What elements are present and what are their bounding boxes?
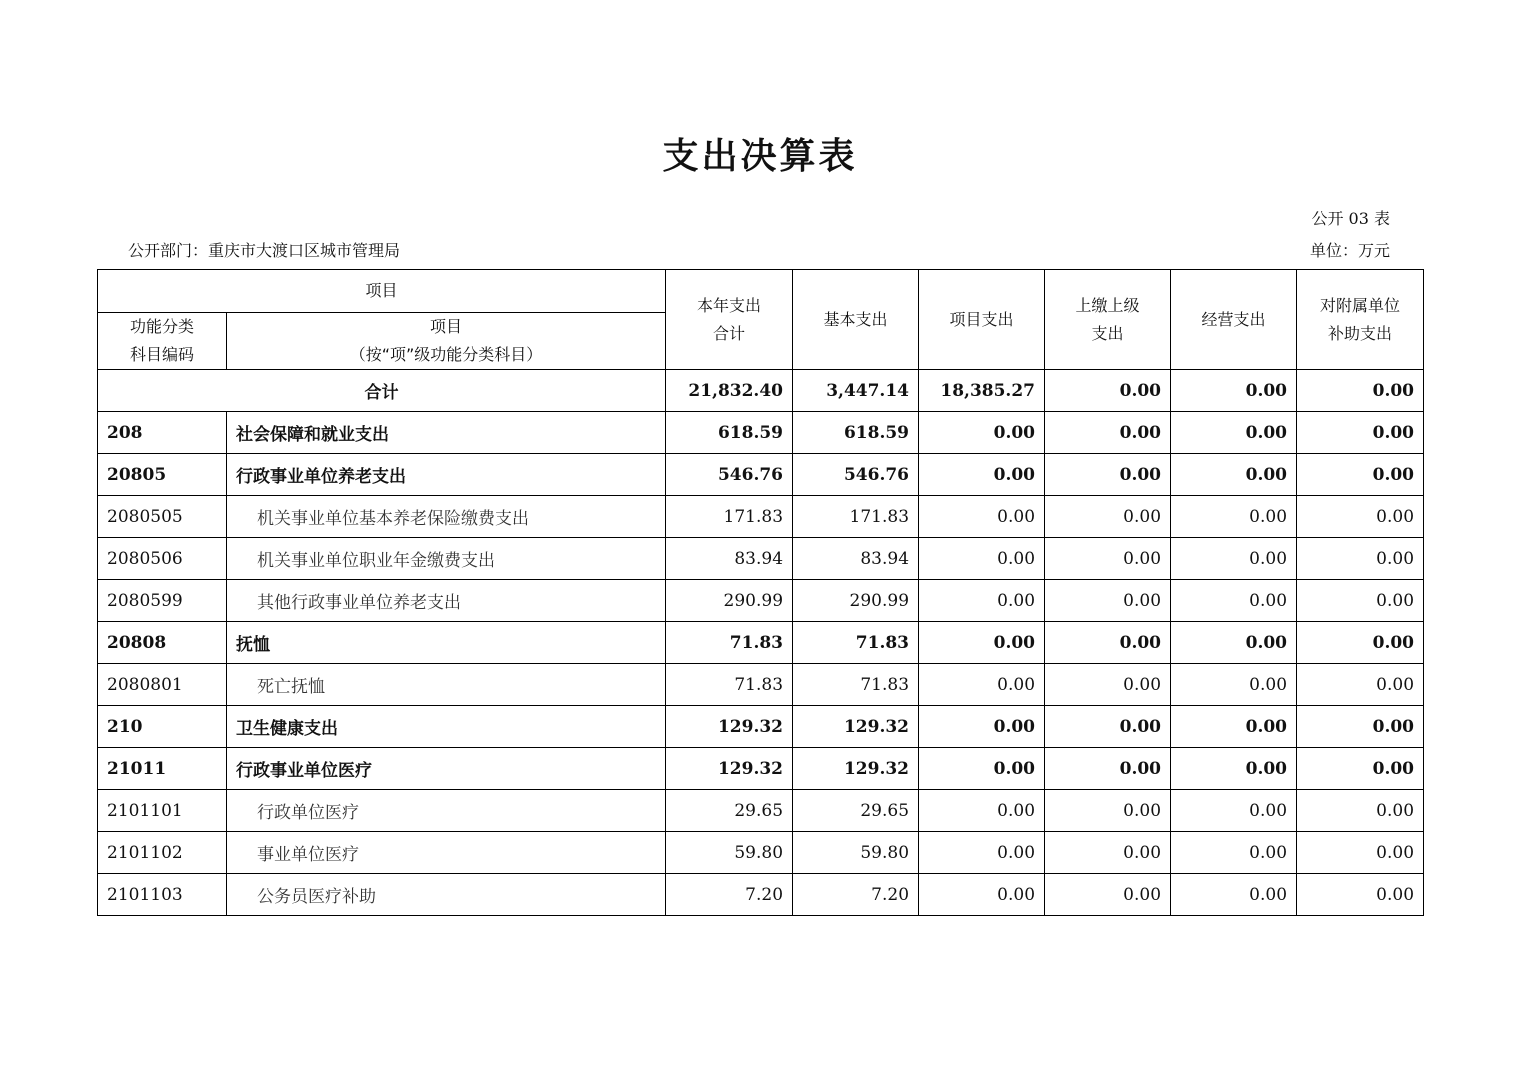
row-value: 0.00 xyxy=(1171,622,1297,664)
row-value: 0.00 xyxy=(1171,832,1297,874)
row-value: 0.00 xyxy=(1045,454,1171,496)
table-row xyxy=(98,412,1424,454)
header-code: 功能分类 科目编码 xyxy=(98,313,227,370)
row-value: 0.00 xyxy=(1045,622,1171,664)
row-code: 2101101 xyxy=(98,790,227,832)
department-label: 公开部门：重庆市大渡口区城市管理局 xyxy=(128,241,401,260)
row-code: 2080505 xyxy=(98,496,227,538)
page-title: 支出决算表 xyxy=(662,136,858,177)
row-value: 290.99 xyxy=(793,580,919,622)
row-code: 2080801 xyxy=(98,664,227,706)
row-value: 0.00 xyxy=(919,832,1045,874)
row-value: 0.00 xyxy=(1297,454,1424,496)
row-value: 0.00 xyxy=(1297,538,1424,580)
row-value: 0.00 xyxy=(1171,748,1297,790)
total-row xyxy=(98,370,1424,412)
unit-label: 单位：万元 xyxy=(1309,241,1390,260)
row-value: 546.76 xyxy=(666,454,793,496)
row-value: 0.00 xyxy=(1297,874,1424,916)
row-name: 行政事业单位医疗 xyxy=(227,748,666,790)
row-value: 7.20 xyxy=(666,874,793,916)
row-code: 20805 xyxy=(98,454,227,496)
row-code: 2101103 xyxy=(98,874,227,916)
table-row xyxy=(98,454,1424,496)
row-name: 机关事业单位职业年金缴费支出 xyxy=(227,538,666,580)
table-row xyxy=(98,748,1424,790)
row-value: 0.00 xyxy=(919,622,1045,664)
expenditure-table xyxy=(97,269,1424,916)
row-value: 59.80 xyxy=(793,832,919,874)
row-value: 71.83 xyxy=(666,622,793,664)
header-project: 项目支出 xyxy=(919,270,1045,370)
row-value: 0.00 xyxy=(1297,790,1424,832)
header-name: 项目 （按“项”级功能分类科目） xyxy=(227,313,666,370)
row-name: 死亡抚恤 xyxy=(227,664,666,706)
row-value: 0.00 xyxy=(1171,496,1297,538)
row-value: 71.83 xyxy=(666,664,793,706)
table-row xyxy=(98,538,1424,580)
row-value: 0.00 xyxy=(1045,706,1171,748)
row-value: 0.00 xyxy=(1045,790,1171,832)
row-value: 0.00 xyxy=(1171,874,1297,916)
row-name: 其他行政事业单位养老支出 xyxy=(227,580,666,622)
table-row xyxy=(98,622,1424,664)
row-value: 0.00 xyxy=(919,412,1045,454)
row-value: 0.00 xyxy=(1045,748,1171,790)
total-cell: 0.00 xyxy=(1171,370,1297,412)
table-row xyxy=(98,580,1424,622)
total-cell: 0.00 xyxy=(1045,370,1171,412)
row-code: 2101102 xyxy=(98,832,227,874)
header-upper: 上缴上级 支出 xyxy=(1045,270,1171,370)
row-value: 0.00 xyxy=(1171,454,1297,496)
row-name: 公务员医疗补助 xyxy=(227,874,666,916)
row-code: 208 xyxy=(98,412,227,454)
row-value: 0.00 xyxy=(1171,664,1297,706)
header-operation: 经营支出 xyxy=(1171,270,1297,370)
row-name: 社会保障和就业支出 xyxy=(227,412,666,454)
row-value: 0.00 xyxy=(1171,706,1297,748)
row-value: 29.65 xyxy=(666,790,793,832)
row-code: 20808 xyxy=(98,622,227,664)
row-value: 129.32 xyxy=(793,748,919,790)
total-cell: 18,385.27 xyxy=(919,370,1045,412)
row-value: 0.00 xyxy=(1171,790,1297,832)
row-value: 0.00 xyxy=(1297,832,1424,874)
row-name: 机关事业单位基本养老保险缴费支出 xyxy=(227,496,666,538)
row-value: 0.00 xyxy=(1045,496,1171,538)
row-name: 行政事业单位养老支出 xyxy=(227,454,666,496)
row-value: 0.00 xyxy=(1045,580,1171,622)
row-value: 0.00 xyxy=(1171,412,1297,454)
row-value: 0.00 xyxy=(919,748,1045,790)
row-value: 129.32 xyxy=(793,706,919,748)
row-value: 83.94 xyxy=(666,538,793,580)
row-value: 171.83 xyxy=(793,496,919,538)
row-name: 事业单位医疗 xyxy=(227,832,666,874)
row-value: 0.00 xyxy=(1045,832,1171,874)
row-value: 0.00 xyxy=(919,706,1045,748)
row-value: 0.00 xyxy=(919,664,1045,706)
total-cell: 0.00 xyxy=(1297,370,1424,412)
row-value: 171.83 xyxy=(666,496,793,538)
row-value: 0.00 xyxy=(1045,874,1171,916)
row-value: 0.00 xyxy=(919,454,1045,496)
row-value: 59.80 xyxy=(666,832,793,874)
row-value: 0.00 xyxy=(919,496,1045,538)
table-row xyxy=(98,790,1424,832)
total-cell: 21,832.40 xyxy=(666,370,793,412)
row-value: 129.32 xyxy=(666,706,793,748)
row-code: 21011 xyxy=(98,748,227,790)
row-name: 抚恤 xyxy=(227,622,666,664)
row-value: 290.99 xyxy=(666,580,793,622)
table-row xyxy=(98,496,1424,538)
row-value: 0.00 xyxy=(1297,664,1424,706)
total-label: 合计 xyxy=(98,370,666,412)
row-value: 546.76 xyxy=(793,454,919,496)
row-value: 0.00 xyxy=(1297,748,1424,790)
row-code: 2080599 xyxy=(98,580,227,622)
row-value: 0.00 xyxy=(1045,412,1171,454)
row-value: 0.00 xyxy=(919,874,1045,916)
row-value: 0.00 xyxy=(1297,412,1424,454)
row-name: 行政单位医疗 xyxy=(227,790,666,832)
table-row xyxy=(98,874,1424,916)
row-value: 0.00 xyxy=(919,538,1045,580)
row-value: 0.00 xyxy=(1297,580,1424,622)
row-value: 0.00 xyxy=(1297,496,1424,538)
row-value: 0.00 xyxy=(919,790,1045,832)
row-value: 71.83 xyxy=(793,622,919,664)
row-value: 0.00 xyxy=(919,580,1045,622)
row-value: 0.00 xyxy=(1297,622,1424,664)
row-value: 618.59 xyxy=(666,412,793,454)
total-cell: 3,447.14 xyxy=(793,370,919,412)
row-value: 71.83 xyxy=(793,664,919,706)
row-value: 618.59 xyxy=(793,412,919,454)
row-value: 0.00 xyxy=(1297,706,1424,748)
table-number: 公开 03 表 xyxy=(1311,209,1390,228)
row-name: 卫生健康支出 xyxy=(227,706,666,748)
row-value: 0.00 xyxy=(1171,538,1297,580)
row-value: 83.94 xyxy=(793,538,919,580)
table-row xyxy=(98,664,1424,706)
row-value: 0.00 xyxy=(1045,664,1171,706)
row-value: 129.32 xyxy=(666,748,793,790)
row-code: 210 xyxy=(98,706,227,748)
header-project-group: 项目 xyxy=(98,270,666,313)
table-row xyxy=(98,706,1424,748)
header-subsidy: 对附属单位 补助支出 xyxy=(1297,270,1424,370)
row-value: 0.00 xyxy=(1171,580,1297,622)
header-basic: 基本支出 xyxy=(793,270,919,370)
table-row xyxy=(98,832,1424,874)
row-value: 0.00 xyxy=(1045,538,1171,580)
row-value: 7.20 xyxy=(793,874,919,916)
row-value: 29.65 xyxy=(793,790,919,832)
row-code: 2080506 xyxy=(98,538,227,580)
header-total: 本年支出 合计 xyxy=(666,270,793,370)
